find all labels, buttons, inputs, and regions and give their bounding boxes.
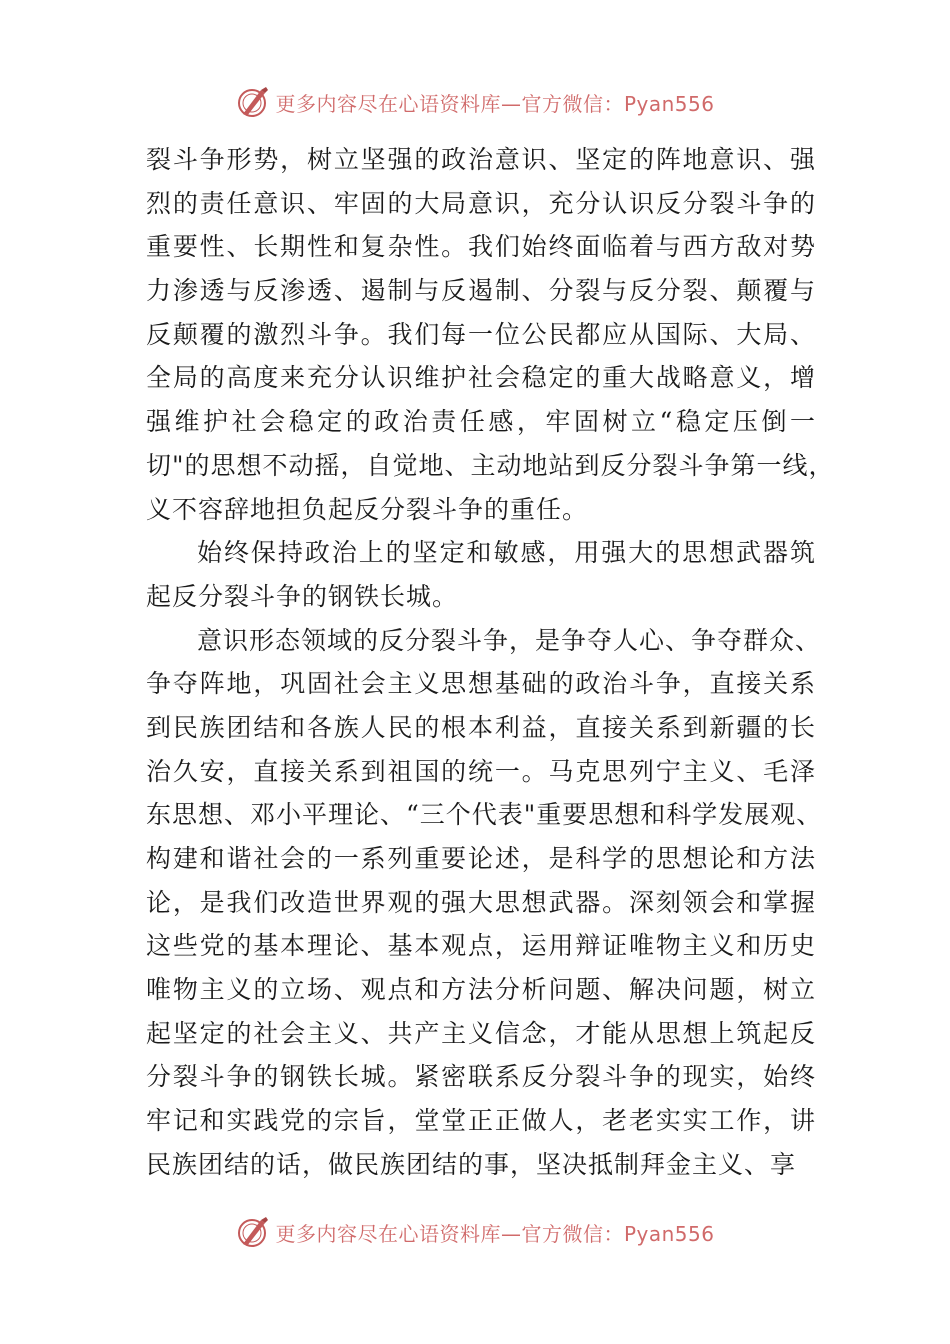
text-line: 全局的高度来充分认识维护社会稳定的重大战略意义，增 [146,363,816,393]
text-line: 唯物主义的立场、观点和方法分析问题、解决问题，树立 [146,975,816,1005]
pen-seal-icon [235,1214,271,1250]
footer-banner [0,1210,950,1254]
text-line: 烈的责任意识、牢固的大局意识，充分认识反分裂斗争的 [146,188,816,218]
text-line: 意识形态领域的反分裂斗争，是争夺人心、争夺群众、 [197,625,822,655]
text-line: 切"的思想不动摇，自觉地、主动地站到反分裂斗争第一线， [146,450,835,480]
text-line: 构建和谐社会的一系列重要论述，是科学的思想论和方法 [146,844,816,873]
footer-banner-text: 更多内容尽在心语资料库—官方微信：Pyan556 [275,1221,715,1246]
paragraph [146,619,823,1187]
text-line: 民族团结的话，做民族团结的事，坚决抵制拜金主义、享 [146,1149,797,1179]
paragraph [146,531,816,618]
text-line: 强维护社会稳定的政治责任感，牢固树立“稳定压倒一 [146,407,816,437]
header-banner-text: 更多内容尽在心语资料库—官方微信：Pyan556 [275,91,715,116]
text-line: 牢记和实践党的宗旨，堂堂正正做人，老老实实工作，讲 [146,1106,816,1136]
text-line: 义不容辞地担负起反分裂斗争的重任。 [146,494,589,524]
text-line: 争夺阵地，巩固社会主义思想基础的政治斗争，直接关系 [146,669,816,699]
paragraph [146,138,835,531]
text-line: 东思想、邓小平理论、“三个代表"重要思想和科学发展观、 [146,800,823,830]
header-banner [0,80,950,124]
text-line: 裂斗争形势，树立坚强的政治意识、坚定的阵地意识、强 [146,145,816,174]
text-line: 分裂斗争的钢铁长城。紧密联系反分裂斗争的现实，始终 [146,1062,816,1092]
text-line: 起坚定的社会主义、共产主义信念，才能从思想上筑起反 [146,1018,816,1048]
text-line: 到民族团结和各族人民的根本利益，直接关系到新疆的长 [146,712,816,742]
text-line: 论，是我们改造世界观的强大思想武器。深刻领会和掌握 [146,887,816,917]
text-line: 重要性、长期性和复杂性。我们始终面临着与西方敌对势 [146,232,816,262]
text-line: 治久安，直接关系到祖国的统一。马克思列宁主义、毛泽 [146,756,816,786]
text-line: 这些党的基本理论、基本观点，运用辩证唯物主义和历史 [146,931,816,961]
document-body [146,138,835,1187]
text-line: 力渗透与反渗透、遏制与反遏制、分裂与反分裂、颠覆与 [146,276,816,306]
text-line: 始终保持政治上的坚定和敏感，用强大的思想武器筑 [197,538,816,568]
pen-seal-icon [235,84,271,120]
text-line: 反颠覆的激烈斗争。我们每一位公民都应从国际、大局、 [146,319,816,349]
text-line: 起反分裂斗争的钢铁长城。 [146,581,459,611]
